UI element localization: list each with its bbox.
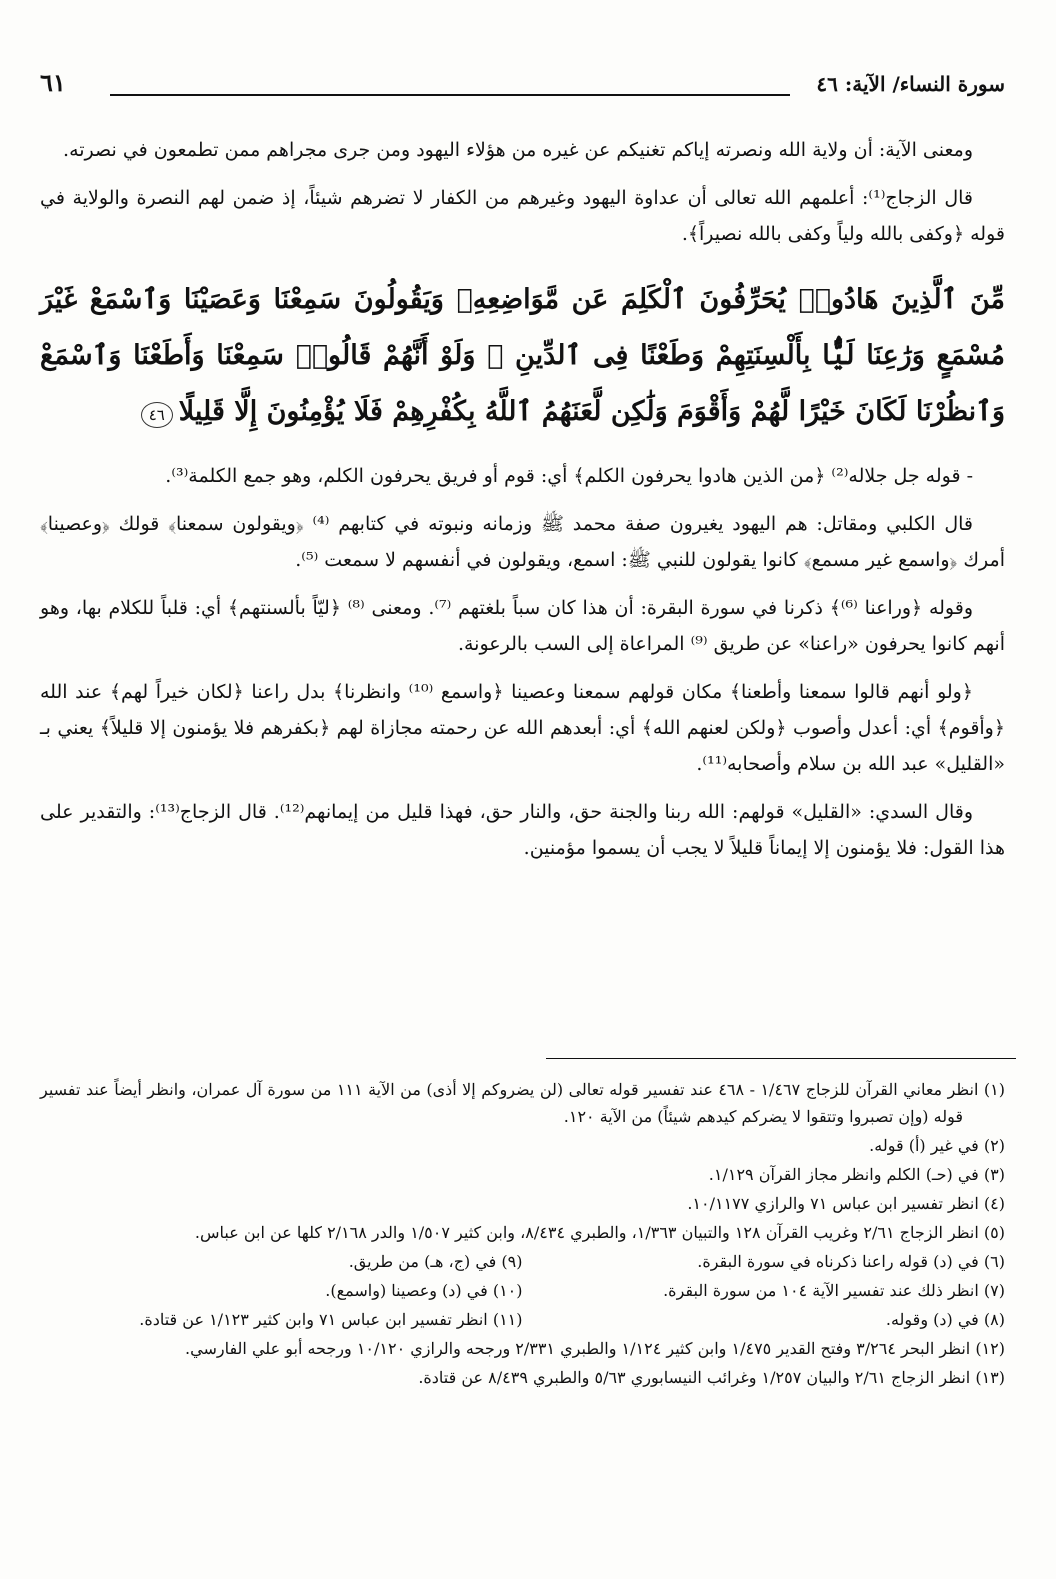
page-number: ٦١	[40, 68, 66, 97]
footnote: (٨) في (د) وقوله.	[885, 1310, 1005, 1329]
verse-text: مِّنَ ٱلَّذِينَ هَادُوا۟ يُحَرِّفُونَ ٱلْكَلِمَ عَن مَّوَاضِعِهِۦ وَيَقُولُونَ سَمِعْنَا وَعَصَيْنَا وَٱسْمَعْ غَيْرَ مُسْمَعٍ وَرَٰعِنَا لَيًّۢا بِأَلْسِنَتِهِمْ وَطَعْنًا فِى ٱلدِّينِ ۚ وَلَوْ أَنَّهُمْ قَالُوا۟ سَمِعْنَا وَأَطَعْنَا وَٱسْمَعْ وَٱنظُرْنَا لَكَانَ خَيْرًا لَّهُمْ وَأَقْوَمَ وَلَٰكِن لَّعَنَهُمُ ٱللَّهُ بِكُفْرِهِمْ فَلَا يُؤْمِنُونَ إِلَّا قَلِيلًا	[40, 284, 1005, 427]
footnote-columns	[40, 1248, 1005, 1335]
header-rule	[110, 94, 790, 96]
page-header	[40, 66, 1005, 106]
footnote: (٧) انظر ذلك عند تفسير الآية ١٠٤ من سورة البقرة.	[663, 1281, 1005, 1300]
footnote: (١٢) انظر البحر ٣/٢٦٤ وفتح القدير ١/٤٧٥ وابن كثير ١/١٢٤ والطبري ٢/٣٣١ ورجحه والرازي ١٠/١٢٠ ورجحه أبو علي الفارسي.	[185, 1339, 1005, 1358]
footnote: (٩) في (ج، هـ) من طريق.	[348, 1252, 523, 1271]
paragraph: قال الزجاج⁽¹⁾: أعلمهم الله تعالى أن عداوة اليهود وغيرهم من الكفار لا تضرهم شيئاً، إذ ضمن لهم النصرة والولاية في قوله ﴿وكفى بالله ولياً وكفى بالله نصيراً﴾.	[40, 187, 1005, 245]
footnote: (١٣) انظر الزجاج ٢/٦١ والبيان ١/٢٥٧ وغرائب النيسابوري ٥/٦٣ والطبري ٨/٤٣٩ عن قتادة.	[418, 1368, 1005, 1387]
footnote: (١٠) في (د) وعصينا (واسمع).	[325, 1281, 523, 1300]
commentary-paragraph: وقوله ﴿وراعنا ⁽⁶⁾﴾ ذكرنا في سورة البقرة: أن هذا كان سباً بلغتهم ⁽⁷⁾. ومعنى ⁽⁸⁾ ﴿ليّاً بألسنتهم﴾ أي: قلباً للكلام بها، وهو أنهم كانوا يحرفون «راعنا» عن طريق ⁽⁹⁾ المراعاة إلى السب بالرعونة.	[40, 597, 1005, 655]
footnote: (٥) انظر الزجاج ٢/٦١ وغريب القرآن ١٢٨ والتبيان ١/٣٦٣، والطبري ٨/٤٣٤، وابن كثير ١/٥٠٧ والدر ٢/١٦٨ كلها عن ابن عباس.	[194, 1223, 1005, 1242]
footnote-column-left	[40, 1248, 523, 1335]
footnote: (٢) في غير (أ) قوله.	[869, 1136, 1005, 1155]
surah-title: سورة النساء/ الآية: ٤٦	[816, 72, 1005, 96]
footnote: (٦) في (د) قوله راعنا ذكرناه في سورة البقرة.	[697, 1252, 1005, 1271]
footnote: (١) انظر معاني القرآن للزجاج ١/٤٦٧ - ٤٦٨ عند تفسير قوله تعالى (لن يضروكم إلا أذى) من الآية ١١١ من سورة آل عمران، وانظر أيضاً عند تفسير قوله (وإن تصبروا وتتقوا لا يضركم كيدهم شيئاً) من الآية ١٢٠.	[40, 1080, 1005, 1126]
footnotes	[40, 1076, 1005, 1393]
quran-verse	[40, 272, 1005, 440]
commentary-paragraph: ﴿ولو أنهم قالوا سمعنا وأطعنا﴾ مكان قولهم سمعنا وعصينا ﴿واسمع ⁽¹⁰⁾ وانظرنا﴾ بدل راعنا ﴿لكان خيراً لهم﴾ عند الله ﴿وأقوم﴾ أي: أعدل وأصوب ﴿ولكن لعنهم الله﴾ أي: أبعدهم الله عن رحمته مجازاة لهم ﴿بكفرهم فلا يؤمنون إلا قليلاً﴾ يعني بـ «القليل» عبد الله بن سلام وأصحابه⁽¹¹⁾.	[40, 681, 1005, 775]
commentary-paragraph: - قوله جل جلاله⁽²⁾ ﴿من الذين هادوا يحرفون الكلم﴾ أي: قوم أو فريق يحرفون الكلم، وهو جمع الكلمة⁽³⁾.	[165, 465, 973, 487]
footnote: (٤) انظر تفسير ابن عباس ٧١ والرازي ١٠/١١٧٧.	[687, 1194, 1005, 1213]
paragraph: ومعنى الآية: أن ولاية الله ونصرته إياكم تغنيكم عن غيره من هؤلاء اليهود ومن جرى مجراهم ممن تطمعون في نصرته.	[63, 139, 973, 161]
footnote: (١١) انظر تفسير ابن عباس ٧١ وابن كثير ١/١٢٣ عن قتادة.	[139, 1310, 523, 1329]
main-text	[40, 132, 1005, 878]
commentary-paragraph: قال الكلبي ومقاتل: هم اليهود يغيرون صفة محمد ﷺ وزمانه ونبوته في كتابهم ⁽⁴⁾ ﴿ويقولون سمعنا﴾ قولك ﴿وعصينا﴾ أمرك ﴿واسمع غير مسمع﴾ كانوا يقولون للنبي ﷺ: اسمع، ويقولون في أنفسهم لا سمعت ⁽⁵⁾.	[40, 513, 1005, 571]
commentary-paragraph: وقال السدي: «القليل» قولهم: الله ربنا والجنة حق، والنار حق، فهذا قليل من إيمانهم⁽¹²⁾. قال الزجاج⁽¹³⁾: والتقدير على هذا القول: فلا يؤمنون إلا إيماناً قليلاً لا يجب أن يسموا مؤمنين.	[40, 801, 1005, 859]
footnote-separator	[546, 1058, 1016, 1059]
footnote-column-right	[523, 1248, 1006, 1335]
verse-number: ٤٦	[141, 402, 173, 428]
footnote: (٣) في (حـ) الكلم وانظر مجاز القرآن ١/١٢٩.	[708, 1165, 1005, 1184]
